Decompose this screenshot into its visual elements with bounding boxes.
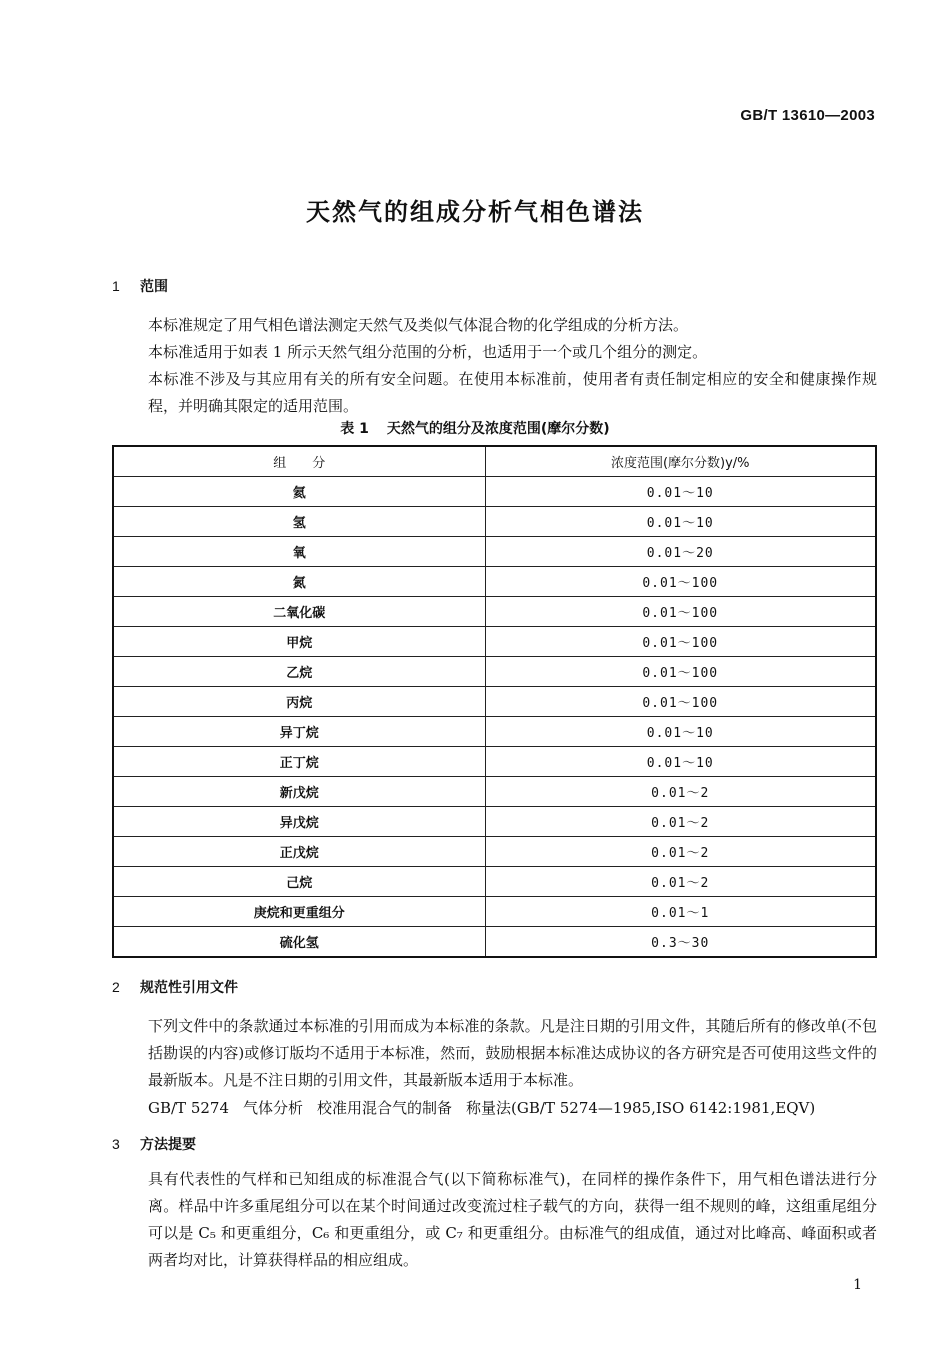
component-cell: 己烷 bbox=[113, 867, 485, 897]
range-cell: 0.01～2 bbox=[485, 777, 876, 807]
component-cell: 氦 bbox=[113, 477, 485, 507]
range-cell: 0.01～100 bbox=[485, 657, 876, 687]
range-cell: 0.01～100 bbox=[485, 597, 876, 627]
component-cell: 二氧化碳 bbox=[113, 597, 485, 627]
reference-part: 气体分析 bbox=[243, 1099, 304, 1117]
range-cell: 0.01～2 bbox=[485, 867, 876, 897]
component-cell: 乙烷 bbox=[113, 657, 485, 687]
table-row bbox=[113, 717, 876, 747]
range-cell: 0.01～100 bbox=[485, 567, 876, 597]
range-cell: 0.01～20 bbox=[485, 537, 876, 567]
table-row bbox=[113, 597, 876, 627]
range-cell: 0.01～2 bbox=[485, 807, 876, 837]
reference-code: GB/T 5274 bbox=[148, 1099, 230, 1117]
component-cell: 氢 bbox=[113, 507, 485, 537]
reference-part: 校准用混合气的制备 bbox=[317, 1099, 453, 1117]
section-2-body bbox=[112, 1013, 877, 1094]
paragraph: 本标准适用于如表 1 所示天然气组分范围的分析，也适用于一个或几个组分的测定。 bbox=[148, 343, 708, 361]
paragraph: 本标准规定了用气相色谱法测定天然气及类似气体混合物的化学组成的分析方法。 bbox=[148, 316, 689, 334]
table-row bbox=[113, 747, 876, 777]
paragraph: 下列文件中的条款通过本标准的引用而成为本标准的条款。凡是注日期的引用文件，其随后所有的修改单(不包括勘误的内容)或修订版均不适用于本标准，然而，鼓励根据本标准达成协议的各方研究是否可使用这些文件的最新版本。凡是不注日期的引用文件，其最新版本适用于本标准。 bbox=[148, 1017, 877, 1089]
header-range: 浓度范围(摩尔分数)y/% bbox=[485, 446, 876, 477]
table-row bbox=[113, 507, 876, 537]
range-cell: 0.01～100 bbox=[485, 627, 876, 657]
section-title: 方法提要 bbox=[140, 1137, 196, 1153]
component-cell: 氧 bbox=[113, 537, 485, 567]
table-row bbox=[113, 537, 876, 567]
reference-part: 称量法(GB/T 5274—1985,ISO 6142:1981,EQV) bbox=[466, 1099, 816, 1117]
table-row bbox=[113, 867, 876, 897]
component-cell: 硫化氢 bbox=[113, 927, 485, 958]
component-cell: 异戊烷 bbox=[113, 807, 485, 837]
document-title: 天然气的组成分析气相色谱法 bbox=[306, 198, 644, 226]
table-row bbox=[113, 567, 876, 597]
section-number: 3 bbox=[112, 1136, 120, 1152]
section-2-heading bbox=[112, 977, 238, 997]
table-body bbox=[113, 477, 876, 958]
range-cell: 0.01～10 bbox=[485, 747, 876, 777]
table-row bbox=[113, 897, 876, 927]
section-title: 范围 bbox=[140, 279, 168, 295]
table-row bbox=[113, 477, 876, 507]
component-cell: 异丁烷 bbox=[113, 717, 485, 747]
section-3-heading bbox=[112, 1134, 196, 1154]
table-row bbox=[113, 627, 876, 657]
table-row bbox=[113, 837, 876, 867]
section-3-body bbox=[112, 1166, 877, 1274]
range-cell: 0.01～10 bbox=[485, 477, 876, 507]
table-caption-text: 天然气的组分及浓度范围(摩尔分数) bbox=[386, 421, 610, 437]
component-cell: 新戊烷 bbox=[113, 777, 485, 807]
table-caption bbox=[0, 418, 950, 438]
section-title: 规范性引用文件 bbox=[140, 980, 238, 996]
component-cell: 庚烷和更重组分 bbox=[113, 897, 485, 927]
table-row bbox=[113, 657, 876, 687]
table-header-row bbox=[113, 446, 876, 477]
table-row bbox=[113, 687, 876, 717]
range-cell: 0.01～100 bbox=[485, 687, 876, 717]
normative-reference bbox=[148, 1095, 815, 1122]
table-row bbox=[113, 927, 876, 958]
section-1-body bbox=[112, 312, 877, 420]
table-caption-number: 表 1 bbox=[340, 421, 369, 437]
component-cell: 正丁烷 bbox=[113, 747, 485, 777]
range-cell: 0.01～1 bbox=[485, 897, 876, 927]
composition-table bbox=[112, 445, 877, 958]
component-cell: 正戊烷 bbox=[113, 837, 485, 867]
section-number: 2 bbox=[112, 979, 120, 995]
table-row bbox=[113, 777, 876, 807]
section-number: 1 bbox=[112, 278, 120, 294]
component-cell: 甲烷 bbox=[113, 627, 485, 657]
range-cell: 0.01～10 bbox=[485, 717, 876, 747]
paragraph: 本标准不涉及与其应用有关的所有安全问题。在使用本标准前，使用者有责任制定相应的安全和健康操作规程，并明确其限定的适用范围。 bbox=[148, 370, 877, 415]
section-1-heading bbox=[112, 276, 168, 296]
range-cell: 0.01～10 bbox=[485, 507, 876, 537]
standard-number: GB/T 13610—2003 bbox=[740, 107, 875, 124]
header-component: 组 分 bbox=[113, 446, 485, 477]
paragraph: 具有代表性的气样和已知组成的标准混合气(以下简称标准气)，在同样的操作条件下，用气相色谱法进行分离。样品中许多重尾组分可以在某个时间通过改变流过柱子载气的方向，获得一组不规则的峰，这组重尾组分可以是 C₅ 和更重组分，C₆ 和更重组分，或 C₇ 和更重组分。由标准气的组成值，通过对比峰高、峰面积或者两者均对比，计算获得样品的相应组成。 bbox=[148, 1170, 877, 1269]
component-cell: 丙烷 bbox=[113, 687, 485, 717]
table-row bbox=[113, 807, 876, 837]
range-cell: 0.3～30 bbox=[485, 927, 876, 958]
page-number: 1 bbox=[853, 1277, 862, 1293]
range-cell: 0.01～2 bbox=[485, 837, 876, 867]
component-cell: 氮 bbox=[113, 567, 485, 597]
